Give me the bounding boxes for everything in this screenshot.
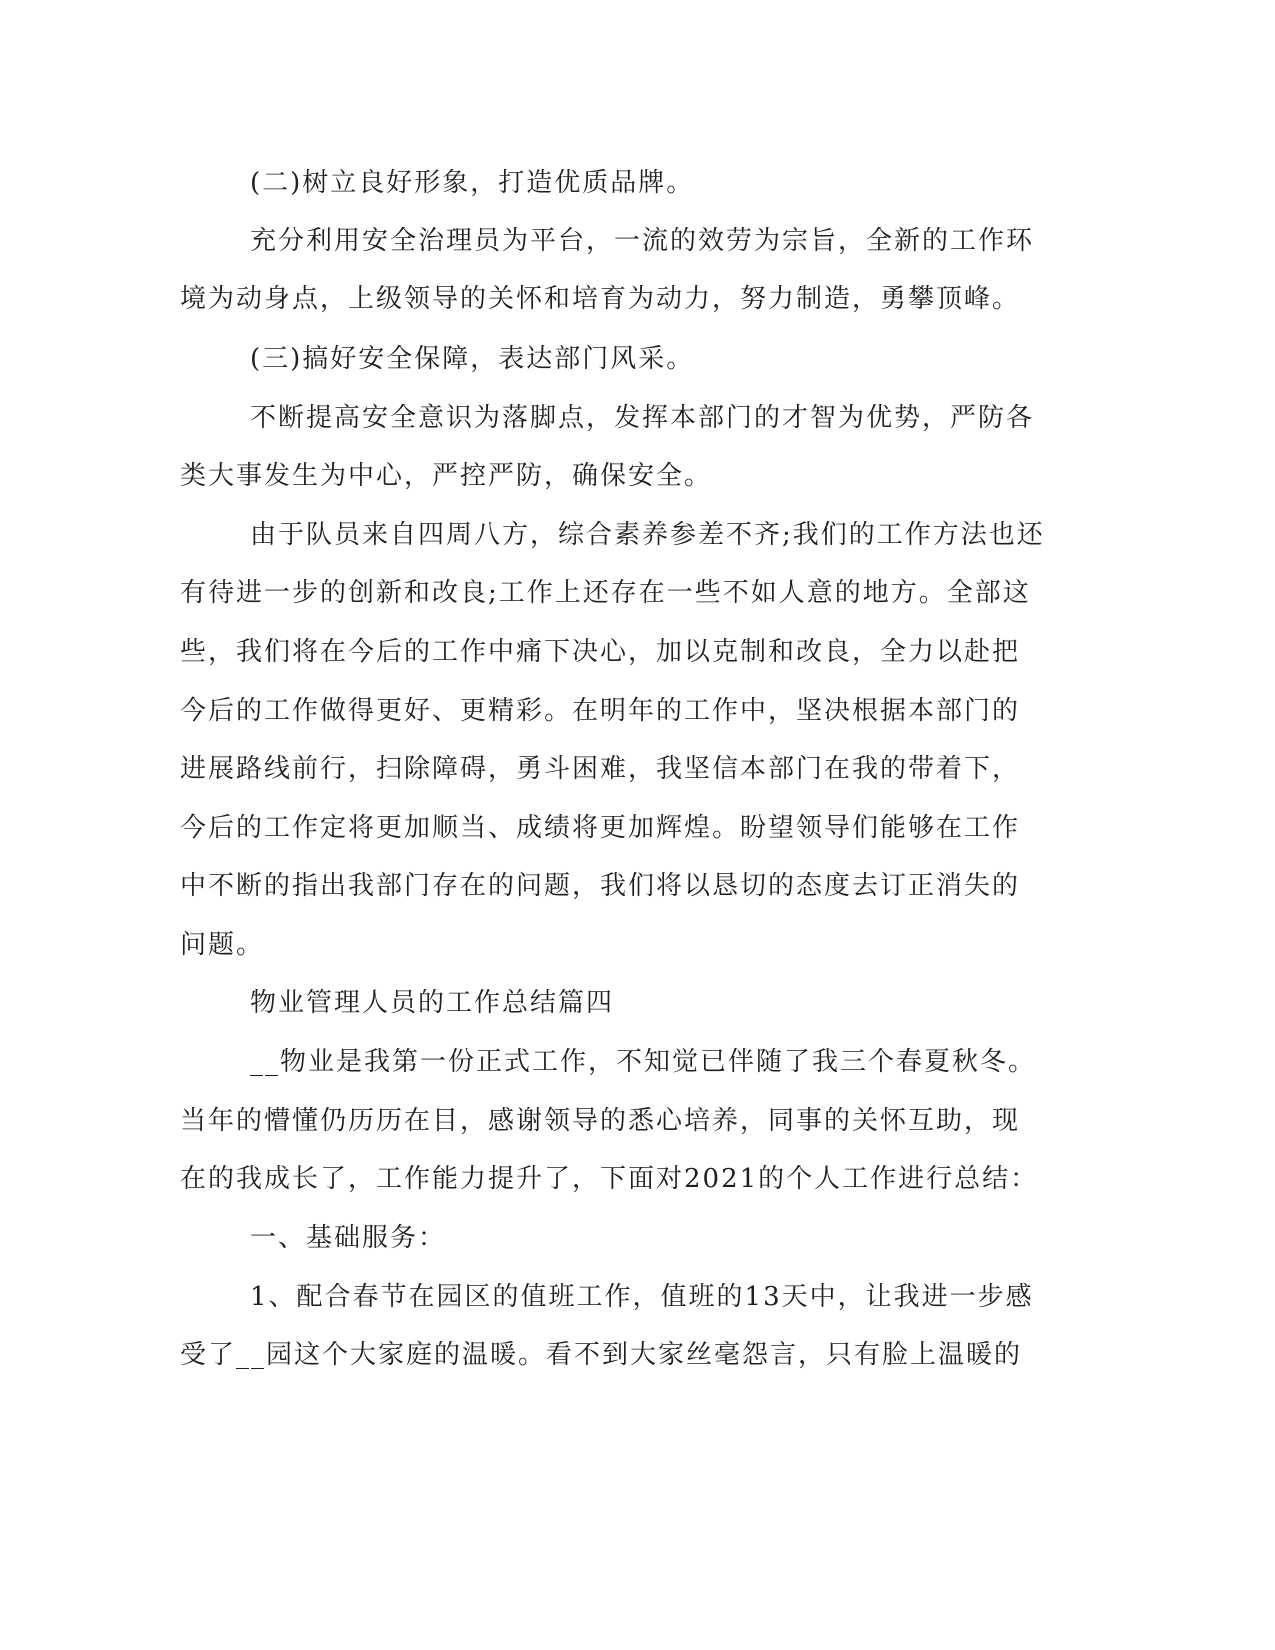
text-line: (二)树立良好形象，打造优质品牌。	[250, 168, 695, 198]
text-line: 境为动身点，上级领导的关怀和培育为动力，努力制造，勇攀顶峰。	[180, 284, 1021, 314]
text-line: 不断提高安全意识为落脚点，发挥本部门的才智为优势，严防各	[250, 403, 1035, 433]
text-line: 受了__园这个大家庭的温暖。看不到大家丝毫怨言，只有脸上温暖的	[180, 1340, 1023, 1370]
text-line: 一、基础服务：	[250, 1223, 447, 1253]
text-line: 中不断的指出我部门存在的问题，我们将以恳切的态度去订正消失的	[180, 871, 1021, 901]
text-line: __物业是我第一份正式工作，不知觉已伴随了我三个春夏秋冬。	[250, 1047, 1037, 1077]
text-line: 1、配合春节在园区的值班工作，值班的13天中，让我进一步感	[250, 1282, 1034, 1312]
text-line: 当年的懵懂仍历历在目，感谢领导的悉心培养，同事的关怀互助，现	[180, 1106, 1021, 1136]
text-line: 今后的工作做得更好、更精彩。在明年的工作中，坚决根据本部门的	[180, 696, 1021, 726]
text-line: 问题。	[180, 930, 265, 960]
text-line: 今后的工作定将更加顺当、成绩将更加辉煌。盼望领导们能够在工作	[180, 813, 1021, 843]
text-line: 进展路线前行，扫除障碍，勇斗困难，我坚信本部门在我的带着下，	[180, 754, 1021, 784]
text-line: 由于队员来自四周八方，综合素养参差不齐;我们的工作方法也还	[250, 520, 1045, 550]
text-line: 类大事发生为中心，严控严防，确保安全。	[180, 461, 713, 491]
text-line: 有待进一步的创新和改良;工作上还存在一些不如人意的地方。全部这	[180, 578, 1031, 608]
text-line: (三)搞好安全保障，表达部门风采。	[250, 344, 695, 374]
text-line: 充分利用安全治理员为平台，一流的效劳为宗旨，全新的工作环	[250, 226, 1035, 256]
section-heading: 物业管理人员的工作总结篇四	[250, 988, 615, 1018]
text-line: 在的我成长了，工作能力提升了，下面对2021的个人工作进行总结：	[180, 1164, 1039, 1194]
text-line: 些，我们将在今后的工作中痛下决心，加以克制和改良，全力以赴把	[180, 637, 1021, 667]
